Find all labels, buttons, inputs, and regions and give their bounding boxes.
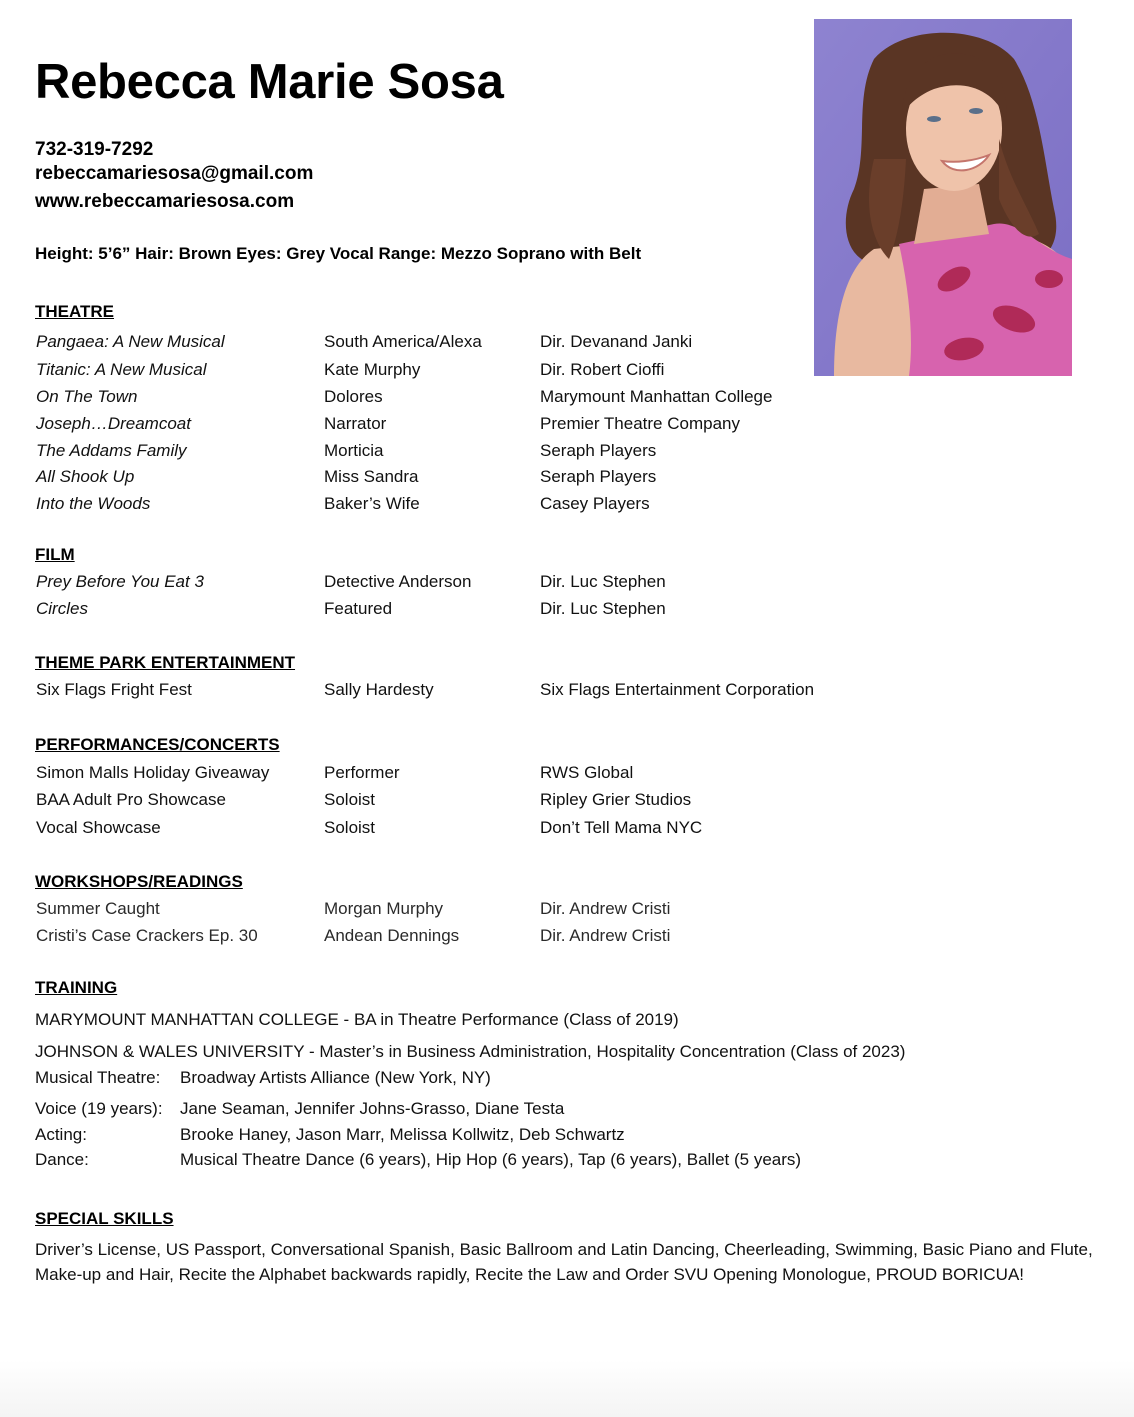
physical-stats: Height: 5’6” Hair: Brown Eyes: Grey Vocal Range: Mezzo Soprano with Belt — [35, 244, 642, 263]
credit-row — [0, 360, 900, 384]
credit-row — [0, 494, 900, 518]
credit-title: The Addams Family — [36, 441, 187, 460]
credit-company: Casey Players — [540, 494, 650, 513]
training-item — [0, 1068, 900, 1092]
credit-company: Dir. Devanand Janki — [540, 332, 693, 351]
credit-row — [0, 387, 900, 411]
credit-title: Simon Malls Holiday Giveaway — [36, 763, 270, 782]
training-value: Musical Theatre Dance (6 years), Hip Hop (6 years), Tap (6 years), Ballet (5 years) — [180, 1150, 802, 1169]
credit-company: Dir. Andrew Cristi — [540, 899, 671, 918]
credit-role: Baker’s Wife — [324, 494, 420, 513]
credit-row — [0, 680, 900, 704]
credit-role: Narrator — [324, 414, 387, 433]
credit-title: On The Town — [36, 387, 138, 406]
credit-role: Performer — [324, 763, 400, 782]
credit-title: BAA Adult Pro Showcase — [36, 790, 226, 809]
credit-role: Soloist — [324, 818, 376, 837]
special-skills-text: Driver’s License, US Passport, Conversational Spanish, Basic Ballroom and Latin Dancing, Cheerleading, Swimming, Basic Piano and Flute, Make-up and Hair, Recite the Alphabet backwards rapidly, Recite the Law and Order SVU Opening Monologue, PROUD BORICUA! — [35, 1240, 1093, 1284]
credit-title: Cristi’s Case Crackers Ep. 30 — [36, 926, 258, 945]
credit-company: Seraph Players — [540, 467, 657, 486]
credit-role: Kate Murphy — [324, 360, 421, 379]
credit-row — [0, 790, 900, 814]
credit-role: Soloist — [324, 790, 376, 809]
credit-role: Miss Sandra — [324, 467, 419, 486]
credit-title: Summer Caught — [36, 899, 160, 918]
credit-row — [0, 572, 900, 596]
credit-row — [0, 899, 900, 923]
credit-role: South America/Alexa — [324, 332, 482, 351]
credit-row — [0, 414, 900, 438]
credit-company: Seraph Players — [540, 441, 657, 460]
credit-role: Morgan Murphy — [324, 899, 444, 918]
training-degree: JOHNSON & WALES UNIVERSITY - Master’s in Business Administration, Hospitality Concentration (Class of 2023) — [35, 1042, 906, 1061]
section-heading-special-skills: SPECIAL SKILLS — [35, 1209, 174, 1228]
section-heading-film: FILM — [35, 545, 75, 564]
section-heading-training: TRAINING — [35, 978, 118, 997]
credit-title: Into the Woods — [36, 494, 151, 513]
training-value: Broadway Artists Alliance (New York, NY) — [180, 1068, 491, 1087]
credit-row — [0, 926, 900, 950]
credit-title: All Shook Up — [36, 467, 135, 486]
section-heading-workshops: WORKSHOPS/READINGS — [35, 872, 243, 891]
credit-row — [0, 599, 900, 623]
training-degree: MARYMOUNT MANHATTAN COLLEGE - BA in Theatre Performance (Class of 2019) — [35, 1010, 679, 1029]
section-heading-theatre: THEATRE — [35, 302, 115, 321]
credit-role: Detective Anderson — [324, 572, 472, 591]
credit-title: Titanic: A New Musical — [36, 360, 207, 379]
training-value: Brooke Haney, Jason Marr, Melissa Kollwitz, Deb Schwartz — [180, 1125, 625, 1144]
credit-role: Featured — [324, 599, 393, 618]
credit-title: Prey Before You Eat 3 — [36, 572, 204, 591]
training-label: Voice (19 years): — [35, 1099, 163, 1118]
credit-company: Dir. Luc Stephen — [540, 572, 666, 591]
credit-row — [0, 441, 900, 465]
credit-title: Circles — [36, 599, 88, 618]
credit-company: RWS Global — [540, 763, 634, 782]
credit-role: Dolores — [324, 387, 383, 406]
credit-company: Dir. Robert Cioffi — [540, 360, 665, 379]
credit-company: Premier Theatre Company — [540, 414, 740, 433]
credit-row — [0, 332, 900, 356]
credit-row — [0, 818, 900, 842]
credit-row — [0, 467, 900, 491]
credit-title: Six Flags Fright Fest — [36, 680, 192, 699]
credit-role: Morticia — [324, 441, 384, 460]
training-item — [0, 1099, 900, 1123]
credit-company: Six Flags Entertainment Corporation — [540, 680, 815, 699]
credit-role: Sally Hardesty — [324, 680, 434, 699]
training-label: Musical Theatre: — [35, 1068, 161, 1087]
training-item — [0, 1150, 900, 1174]
credit-title: Vocal Showcase — [36, 818, 161, 837]
credit-title: Pangaea: A New Musical — [36, 332, 225, 351]
training-label: Acting: — [35, 1125, 87, 1144]
email-address: rebeccamariesosa@gmail.com — [35, 163, 314, 184]
phone-number: 732-319-7292 — [35, 139, 154, 160]
credit-title: Joseph…Dreamcoat — [36, 414, 191, 433]
credit-company: Dir. Andrew Cristi — [540, 926, 671, 945]
section-heading-theme-park: THEME PARK ENTERTAINMENT — [35, 653, 296, 672]
credit-company: Marymount Manhattan College — [540, 387, 773, 406]
website-link[interactable]: www.rebeccamariesosa.com — [35, 191, 295, 212]
headshot-photo — [814, 19, 1072, 376]
credit-role: Andean Dennings — [324, 926, 460, 945]
credit-company: Don’t Tell Mama NYC — [540, 818, 703, 837]
training-item — [0, 1125, 900, 1149]
credit-company: Dir. Luc Stephen — [540, 599, 666, 618]
training-label: Dance: — [35, 1150, 89, 1169]
section-heading-performances: PERFORMANCES/CONCERTS — [35, 735, 280, 754]
credit-company: Ripley Grier Studios — [540, 790, 692, 809]
resume-name: Rebecca Marie Sosa — [35, 55, 504, 109]
training-value: Jane Seaman, Jennifer Johns-Grasso, Diane Testa — [180, 1099, 565, 1118]
credit-row — [0, 763, 900, 787]
